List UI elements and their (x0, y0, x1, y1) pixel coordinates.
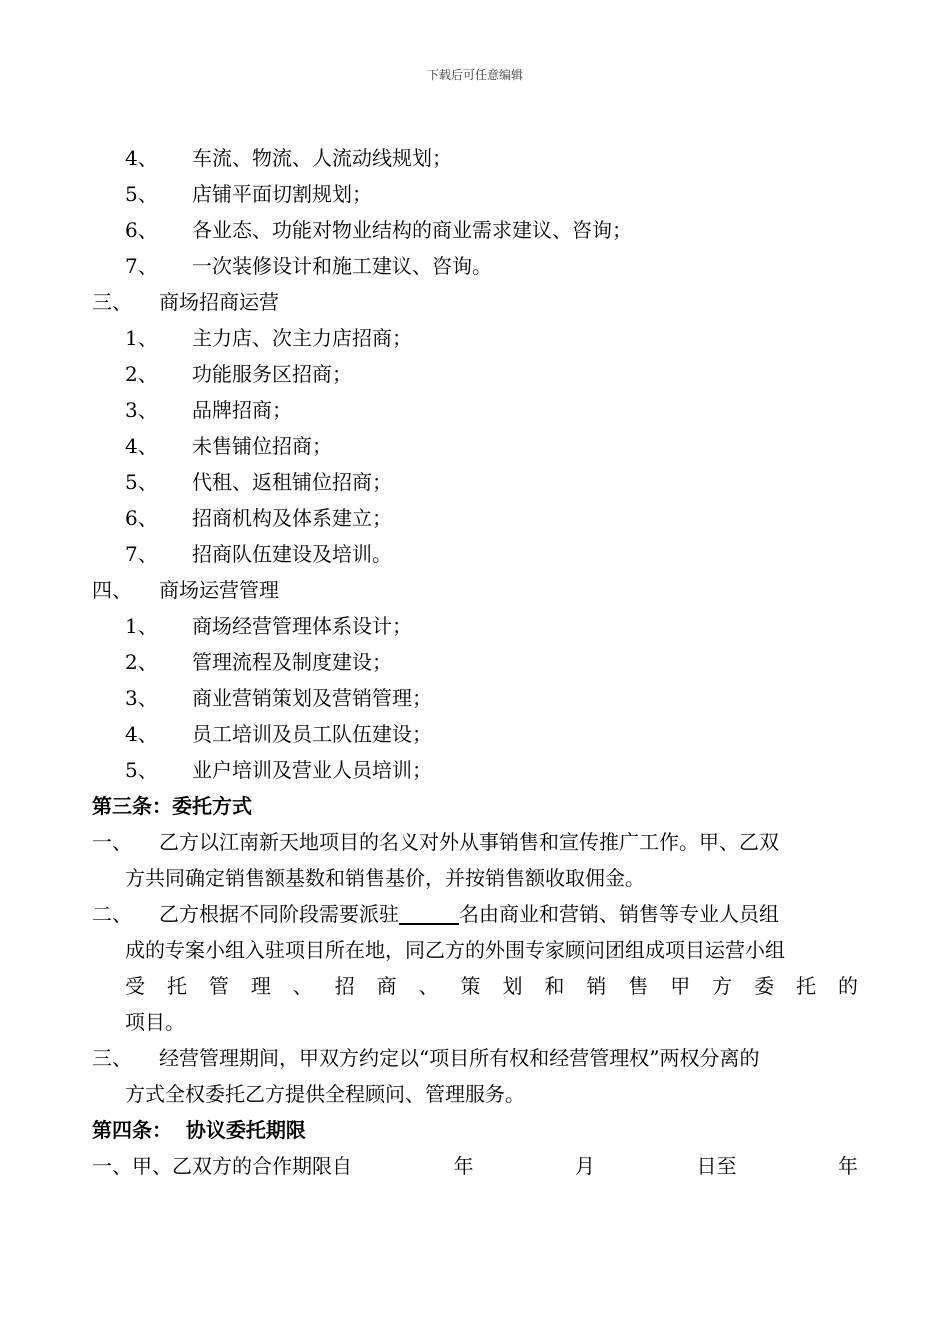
fill-in-blank (399, 901, 459, 925)
page-header: 下载后可任意编辑 (426, 68, 523, 82)
list-item: 3、 品牌招商； (125, 398, 292, 422)
list-item: 7、 一次装修设计和施工建议、咨询。 (125, 254, 492, 278)
section-heading: 三、 商场招商运营 (92, 290, 279, 314)
list-item: 4、 员工培训及员工队伍建设； (125, 722, 432, 746)
list-item: 6、 招商机构及体系建立； (125, 506, 392, 530)
list-item: 4、 未售铺位招商； (125, 434, 332, 458)
paragraph-line: 项目。 (125, 1010, 185, 1034)
list-item: 6、 各业态、功能对物业结构的商业需求建议、咨询； (125, 218, 632, 242)
list-item: 1、 商场经营管理体系设计； (125, 614, 412, 638)
list-item: 2、 管理流程及制度建设； (125, 650, 392, 674)
article-title: 第三条：委托方式 (92, 794, 252, 818)
paragraph-line: 三、 经营管理期间，甲双方约定以“项目所有权和经营管理权”两权分离的 (92, 1046, 760, 1070)
list-item: 2、 功能服务区招商； (125, 362, 352, 386)
paragraph-line: 方共同确定销售额基数和销售基价，并按销售额收取佣金。 (125, 866, 645, 890)
list-item: 5、 业户培训及营业人员培训； (125, 758, 432, 782)
document-body (92, 140, 858, 1184)
list-item: 5、 代租、返租铺位招商； (125, 470, 392, 494)
paragraph-line: 二、 乙方根据不同阶段需要派驻 名由商业和营销、销售等专业人员组 (92, 902, 779, 926)
paragraph-line: 一、 乙方以江南新天地项目的名义对外从事销售和宣传推广工作。甲、乙双 (92, 830, 779, 854)
list-item: 4、 车流、物流、人流动线规划； (125, 146, 452, 170)
paragraph-line: 方式全权委托乙方提供全程顾问、管理服务。 (125, 1082, 525, 1106)
section-heading: 四、 商场运营管理 (92, 578, 279, 602)
list-item: 3、 商业营销策划及营销管理； (125, 686, 432, 710)
term-date-line: 一、甲、乙双方的合作期限自 年 月 日至 年 (92, 1154, 858, 1178)
article-title: 第四条： 协议委托期限 (92, 1118, 306, 1142)
paragraph-line: 成的专案小组入驻项目所在地，同乙方的外围专家顾问团组成项目运营小组 (125, 938, 785, 962)
justified-line: 受 托 管 理 、 招 商 、 策 划 和 销 售 甲 方 委 托 的 (125, 974, 858, 998)
list-item: 5、 店铺平面切割规划； (125, 182, 372, 206)
list-item: 7、 招商队伍建设及培训。 (125, 542, 392, 566)
list-item: 1、 主力店、次主力店招商； (125, 326, 412, 350)
